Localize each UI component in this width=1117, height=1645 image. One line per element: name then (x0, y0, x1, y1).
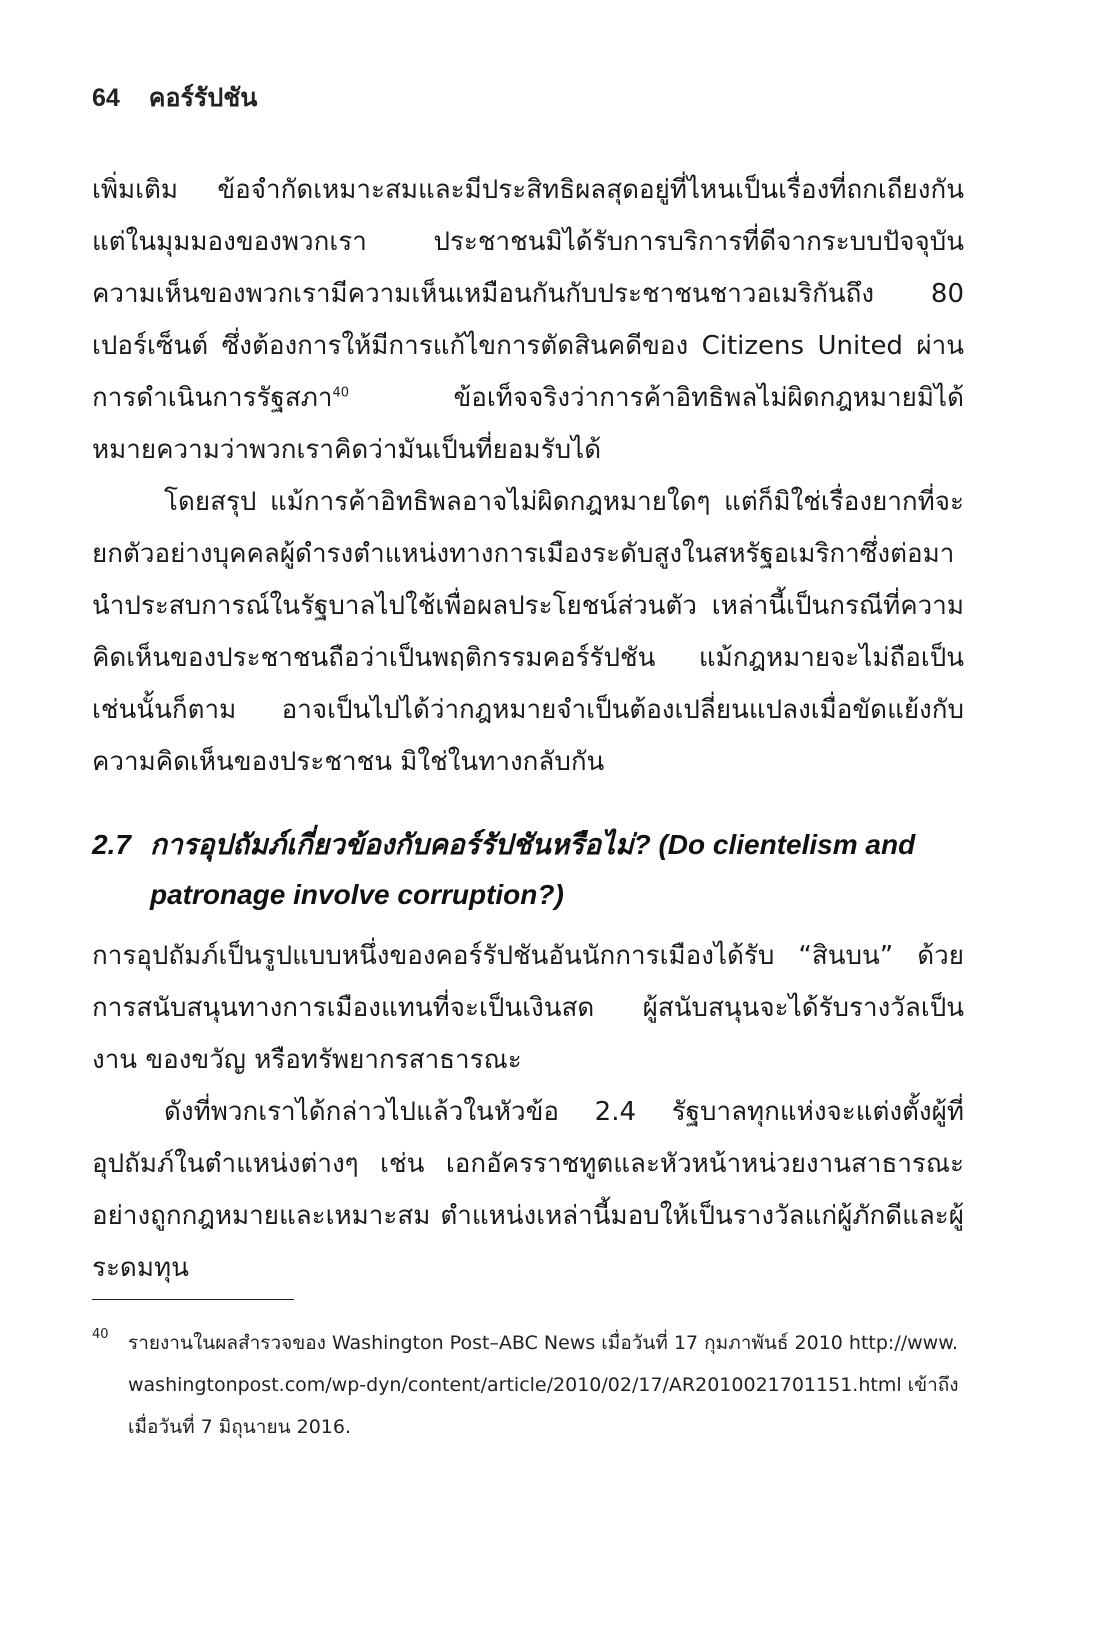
footnote (92, 1322, 964, 1448)
running-header (92, 78, 257, 118)
paragraph: ดังที่พวกเราได้กล่าวไปแล้วในหัวข้อ 2.4 รัฐบาลทุกแห่งจะแต่งตั้งผู้ที่อุปถัมภ์ในตำแหน่งต่างๆ เช่น เอกอัครราชทูตและหัวหน้าหน่วยงานสาธารณะอย่างถูกกฎหมายและเหมาะสม ตำแหน่งเหล่านี้มอบให้เป็นรางวัลแก่ผู้ภักดีและผู้ระดมทุน (92, 1097, 964, 1283)
footnote-text: รายงานในผลสำรวจของ Washington Post–ABC News เมื่อวันที่ 17 กุมภาพันธ์ 2010 http://www.washingtonpost.com/wp-dyn/content/article/2010/02/17/AR2010021701151.html เข้าถึงเมื่อวันที่ 7 มิถุนายน 2016. (128, 1332, 959, 1438)
paragraph: เพิ่มเติม ข้อจำกัดเหมาะสมและมีประสิทธิผลสุดอยู่ที่ไหนเป็นเรื่องที่ถกเถียงกัน แต่ในมุมมองของพวกเรา ประชาชนมิได้รับการบริการที่ดีจากระบบปัจจุบัน ความเห็นของพวกเรามีความเห็นเหมือนกันกับประชาชนชาวอเมริกันถึง 80 เปอร์เซ็นต์ ซึ่งต้องการให้มีการแก้ไขการตัดสินคดีของ Citizens United ผ่านการดำเนินการรัฐสภา$^{40}$ ข้อเท็จจริงว่าการค้าอิทธิพลไม่ผิดกฎหมายมิได้หมายความว่าพวกเราคิดว่ามันเป็นที่ยอมรับได้ (92, 175, 964, 465)
footnote-divider (92, 1299, 294, 1300)
footnote-number: 40 (92, 1327, 109, 1342)
section-number: 2.7 (92, 829, 131, 860)
body-block-section (92, 930, 964, 1294)
book-title: คอร์รัปชัน (148, 84, 258, 112)
body-block-top (92, 164, 964, 788)
page-number: 64 (92, 84, 120, 112)
paragraph: การอุปถัมภ์เป็นรูปแบบหนึ่งของคอร์รัปชันอันนักการเมืองได้รับ “สินบน” ด้วยการสนับสนุนทางการเมืองแทนที่จะเป็นเงินสด ผู้สนับสนุนจะได้รับรางวัลเป็นงาน ของขวัญ หรือทรัพยากรสาธารณะ (92, 941, 964, 1075)
section-heading (92, 820, 964, 920)
paragraph: โดยสรุป แม้การค้าอิทธิพลอาจไม่ผิดกฎหมายใดๆ แต่ก็มิใช่เรื่องยากที่จะยกตัวอย่างบุคคลผู้ดำรงตำแหน่งทางการเมืองระดับสูงในสหรัฐอเมริกาซึ่งต่อมานำประสบการณ์ในรัฐบาลไปใช้เพื่อผลประโยชน์ส่วนตัว เหล่านี้เป็นกรณีที่ความคิดเห็นของประชาชนถือว่าเป็นพฤติกรรมคอร์รัปชัน แม้กฎหมายจะไม่ถือเป็นเช่นนั้นก็ตาม อาจเป็นไปได้ว่ากฎหมายจำเป็นต้องเปลี่ยนแปลงเมื่อขัดแย้งกับความคิดเห็นของประชาชน มิใช่ในทางกลับกัน (92, 487, 964, 777)
footnote-reference[interactable]: 40 (332, 385, 349, 401)
section-title: การอุปถัมภ์เกี่ยวข้องกับคอร์รัปชันหรือไม่? (Do clientelism and patronage involve corruption?) (150, 829, 916, 910)
